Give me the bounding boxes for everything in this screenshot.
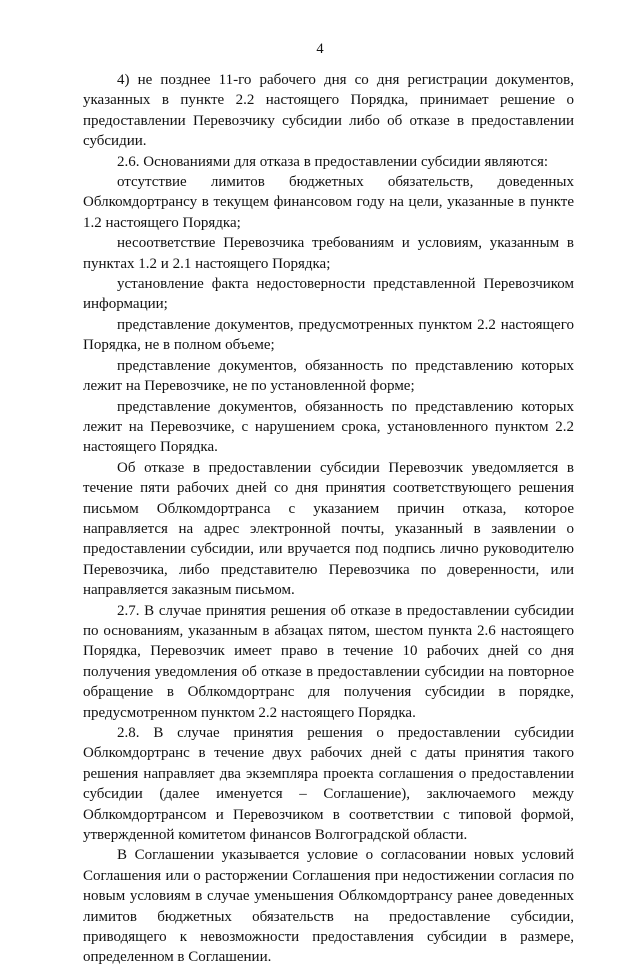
paragraph-2-6-heading: 2.6. Основаниями для отказа в предоставлении субсидии являются: [117,153,549,170]
paragraph-false-info: установление факта недостоверности представленной Перевозчиком информации; [83,276,574,313]
paragraph-wrong-form: представление документов, обязанность по представлению которых лежит на Перевозчике, не по установленной форме; [83,357,574,395]
paragraph-agreement-terms: В Соглашении указывается условие о согласовании новых условий Соглашения или о расторжении Соглашения при недостижении согласия по новым условиям в случае уменьшения Облкомдортрансу ранее доведенных лимитов бюджетных обязательств на предоставление субсидии, приводящего к невозможности предоставления субсидии в размере, определенном в Соглашении. [83,847,574,966]
paragraph-no-limits: отсутствие лимитов бюджетных обязательств, доведенных Облкомдортрансу в текущем финансовом году на цели, указанные в пункте 1.2 настоящего Порядка; [83,174,574,231]
paragraph-late-docs: представление документов, обязанность по представлению которых лежит на Перевозчике, с нарушением срока, установленного пунктом 2.2 настоящего Порядка. [83,398,574,456]
document-body [83,70,574,968]
paragraph-2-8: 2.8. В случае принятия решения о предоставлении субсидии Облкомдортранс в течение двух рабочих дней с даты принятия такого решения направляет два экземпляра проекта соглашения о предоставлении субсидии (далее именуется – Соглашение), заключаемого между Облкомдортрансом и Перевозчиком в соответствии с типовой формой, утвержденной комитетом финансов Волгоградской области. [83,725,574,844]
paragraph-2-7: 2.7. В случае принятия решения об отказе в предоставлении субсидии по основаниям, указанным в абзацах пятом, шестом пункта 2.6 настоящего Порядка, Перевозчик имеет право в течение 10 рабочих дней со дня получения уведомления об отказе в предоставлении субсидии на повторное обращение в Облкомдортранс для получения субсидии в порядке, предусмотренном пунктом 2.2 настоящего Порядка. [83,602,574,721]
paragraph-4-decision: 4) не позднее 11-го рабочего дня со дня регистрации документов, указанных в пункте 2.2 настоящего Порядка, принимает решение о предоставлении Перевозчику субсидии либо об отказе в предоставлении субсидии. [83,72,574,150]
page-number: 4 [316,41,324,57]
paragraph-refusal-notice: Об отказе в предоставлении субсидии Перевозчик уведомляется в течение пяти рабочих дней со дня принятия соответствующего решения письмом Облкомдортранса с указанием причин отказа, которое направляется на адрес электронной почты, указанный в заявлении о предоставлении субсидии, или вручается под подпись лично руководителю Перевозчика, либо представителю Перевозчика по доверенности, или направляется заказным письмом. [83,459,574,599]
paragraph-incomplete-docs: представление документов, предусмотренных пунктом 2.2 настоящего Порядка, не в полном объеме; [83,316,574,354]
paragraph-nonconformity: несоответствие Перевозчика требованиям и условиям, указанным в пунктах 1.2 и 2.1 настоящего Порядка; [83,235,574,272]
